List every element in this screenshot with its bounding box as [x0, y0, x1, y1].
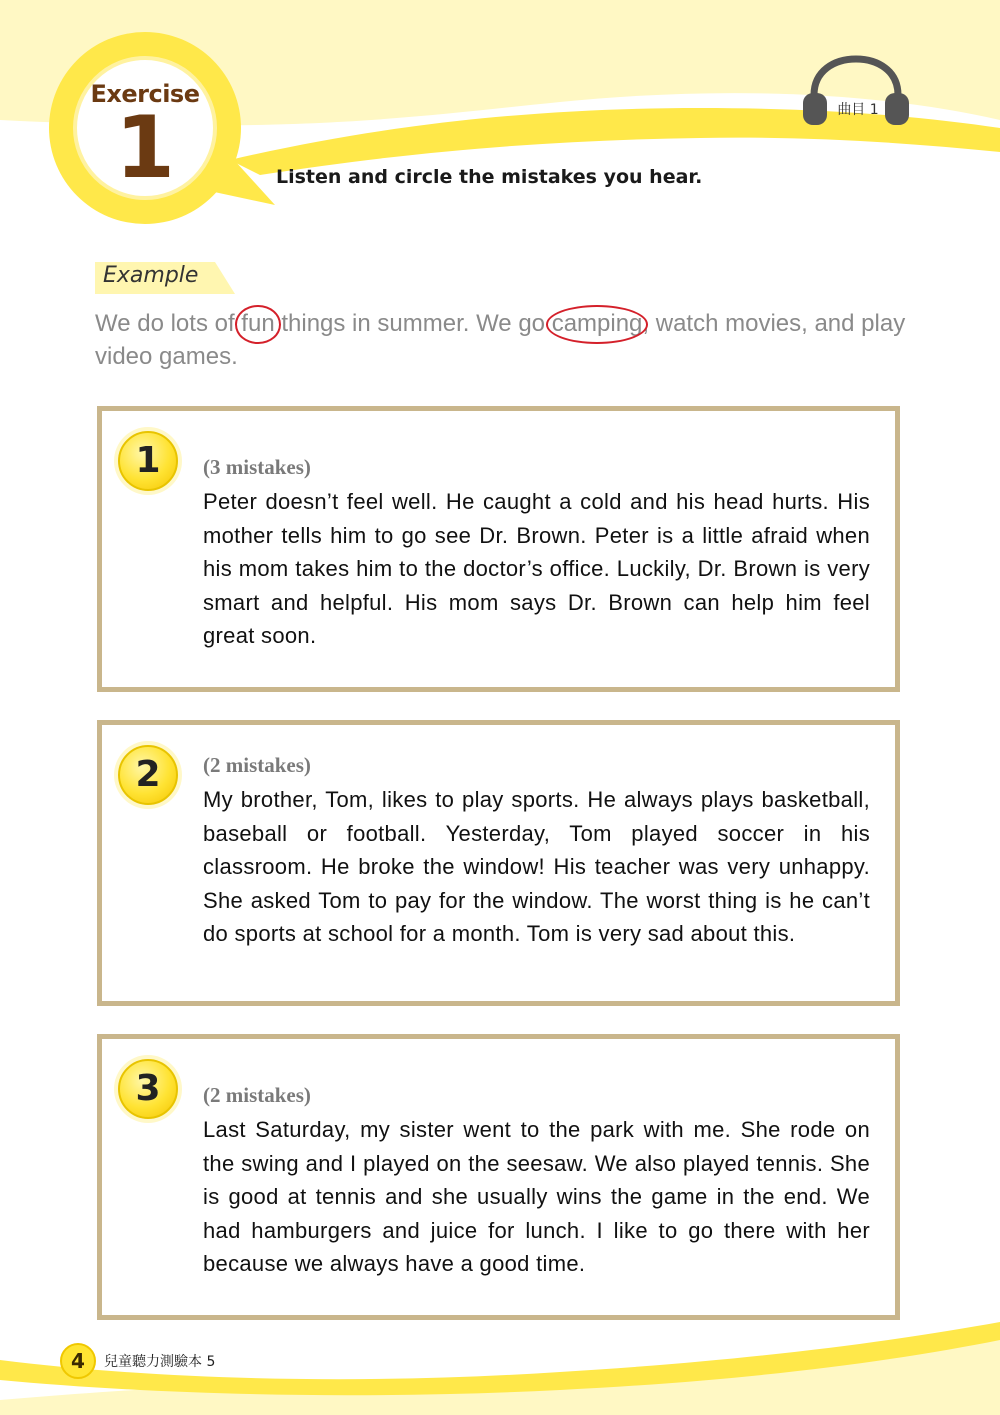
exercise-number: 1 [115, 98, 175, 198]
exercise-number-badge: 1 [118, 431, 178, 491]
example-text [95, 307, 910, 373]
exercise-box-2 [97, 720, 900, 1006]
exercise-number-badge: 3 [118, 1059, 178, 1119]
circled-word-camping: camping [552, 307, 643, 340]
page-number: 4 [60, 1343, 96, 1379]
circled-word-fun: fun [241, 307, 274, 340]
audio-track[interactable] [800, 55, 912, 127]
mistakes-count: (2 mistakes) [203, 1083, 311, 1107]
book-title: 兒童聽力測驗本 5 [104, 1354, 216, 1370]
instruction: Listen and circle the mistakes you hear. [276, 166, 703, 188]
example-tag [95, 262, 235, 294]
exercise-passage: Peter doesn’t feel well. He caught a cold and his head hurts. His mother tells him to go see Dr. Brown. Peter is a little afraid when his mom takes him to the doctor’s office. Luckily, Dr. Brown is very smart and helpful. His mom says Dr. Brown can help him feel great soon. [203, 489, 870, 649]
example-label: Example [103, 263, 199, 288]
exercise-box-1 [97, 406, 900, 692]
exercise-label: Exercise [90, 80, 200, 108]
exercise-number-badge: 2 [118, 745, 178, 805]
mistakes-count: (2 mistakes) [203, 753, 311, 777]
track-label: 曲目 1 [837, 102, 879, 118]
mistakes-count: (3 mistakes) [203, 455, 311, 479]
example-part1: We do lots of [95, 310, 242, 337]
exercise-box-3 [97, 1034, 900, 1320]
example-part3: , watch movies, and play video games. [95, 310, 906, 370]
example-part2: things in summer. We go [274, 310, 552, 337]
exercise-passage: My brother, Tom, likes to play sports. He always plays basketball, baseball or football. Yesterday, Tom played soccer in his classroom. He broke the window! His teacher was very unhappy. She asked Tom to pay for the window. The worst thing is he can’t do sports at school for a month. Tom is very sad about this. [203, 787, 870, 947]
exercise-passage: Last Saturday, my sister went to the park with me. She rode on the swing and I played on the seesaw. We also played tennis. She is good at tennis and she usually wins the game in the end. We had hamburgers and juice for lunch. I like to go there with her because we always have a good time. [203, 1117, 870, 1277]
exercise-badge [78, 62, 212, 196]
